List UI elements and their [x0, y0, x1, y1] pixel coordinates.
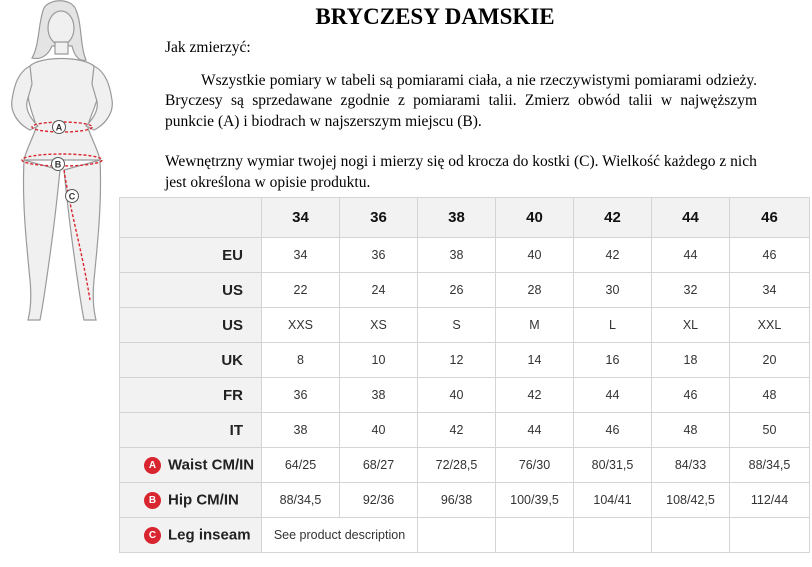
- svg-text:B: B: [54, 159, 62, 170]
- table-cell: 44: [496, 413, 574, 448]
- table-cell: 12: [418, 343, 496, 378]
- table-cell: S: [418, 308, 496, 343]
- header-size: 38: [418, 198, 496, 238]
- table-row-uk: [120, 343, 810, 378]
- table-cell-empty: [652, 518, 730, 553]
- table-cell-empty: [418, 518, 496, 553]
- table-row-fr: [120, 378, 810, 413]
- table-cell: XXL: [730, 308, 810, 343]
- table-cell: 28: [496, 273, 574, 308]
- header-size: 36: [340, 198, 418, 238]
- marker-c-icon: [66, 190, 79, 203]
- table-cell: 112/44: [730, 483, 810, 518]
- row-label: FR: [120, 378, 262, 413]
- table-cell: 88/34,5: [262, 483, 340, 518]
- table-cell: 46: [730, 238, 810, 273]
- table-cell: 76/30: [496, 448, 574, 483]
- header-row: [120, 198, 810, 238]
- table-cell-empty: [496, 518, 574, 553]
- table-cell: 34: [730, 273, 810, 308]
- row-label: EU: [120, 238, 262, 273]
- table-cell: XS: [340, 308, 418, 343]
- instructions: [165, 38, 757, 193]
- table-row-inseam: [120, 518, 810, 553]
- table-cell: XXS: [262, 308, 340, 343]
- table-cell: 64/25: [262, 448, 340, 483]
- inseam-label: Leg inseam: [168, 526, 251, 544]
- table-cell: 42: [574, 238, 652, 273]
- header-size: 46: [730, 198, 810, 238]
- table-cell: 16: [574, 343, 652, 378]
- row-label-waist: [120, 448, 262, 483]
- svg-text:A: A: [55, 122, 63, 133]
- table-cell: 48: [730, 378, 810, 413]
- row-label: US: [120, 308, 262, 343]
- table-cell: 104/41: [574, 483, 652, 518]
- table-cell: 38: [340, 378, 418, 413]
- table-cell: 40: [418, 378, 496, 413]
- table-cell: 26: [418, 273, 496, 308]
- table-cell: 48: [652, 413, 730, 448]
- marker-a-icon: [53, 121, 66, 134]
- row-label: UK: [120, 343, 262, 378]
- row-label: IT: [120, 413, 262, 448]
- table-row-waist: [120, 448, 810, 483]
- header-size: 42: [574, 198, 652, 238]
- table-cell: 84/33: [652, 448, 730, 483]
- table-cell: 80/31,5: [574, 448, 652, 483]
- measurement-figure-illustration: [0, 0, 118, 330]
- table-cell: 36: [262, 378, 340, 413]
- instructions-lead: Jak zmierzyć:: [165, 39, 251, 56]
- table-cell: 42: [496, 378, 574, 413]
- table-cell: 22: [262, 273, 340, 308]
- table-cell: 14: [496, 343, 574, 378]
- waist-label: Waist CM/IN: [168, 456, 255, 474]
- table-cell: 88/34,5: [730, 448, 810, 483]
- table-row-us: [120, 273, 810, 308]
- table-cell: 20: [730, 343, 810, 378]
- table-cell: 36: [340, 238, 418, 273]
- hip-label: Hip CM/IN: [168, 491, 239, 509]
- badge-a-icon: A: [144, 457, 161, 474]
- size-chart-table: [119, 197, 810, 553]
- badge-c-icon: C: [144, 527, 161, 544]
- table-cell: 38: [418, 238, 496, 273]
- table-cell: 92/36: [340, 483, 418, 518]
- table-cell: 44: [652, 238, 730, 273]
- instructions-paragraph-1: Wszystkie pomiary w tabeli są pomiarami ciała, a nie rzeczywistymi pomiarami odzieży. Bryczesy są sprzedawane zgodnie z pomiarami talii. Zmierz obwód talii w najwęższym punkcie (A) i biodrach w najszerszym miejscu (B).: [165, 71, 757, 130]
- table-cell: 46: [652, 378, 730, 413]
- table-cell: 108/42,5: [652, 483, 730, 518]
- table-row-us-letter: [120, 308, 810, 343]
- row-label-inseam: [120, 518, 262, 553]
- page-title: BRYCZESY DAMSKIE: [315, 4, 555, 29]
- table-cell: 50: [730, 413, 810, 448]
- table-cell: 100/39,5: [496, 483, 574, 518]
- header-size: 44: [652, 198, 730, 238]
- inseam-value: See product description: [262, 518, 418, 553]
- table-cell: 42: [418, 413, 496, 448]
- row-label: US: [120, 273, 262, 308]
- table-row-eu: [120, 238, 810, 273]
- header-size: 40: [496, 198, 574, 238]
- table-cell: 44: [574, 378, 652, 413]
- table-cell: 68/27: [340, 448, 418, 483]
- header-corner-cell: [120, 198, 262, 238]
- marker-b-icon: [52, 158, 65, 171]
- table-cell: M: [496, 308, 574, 343]
- badge-b-icon: B: [144, 492, 161, 509]
- table-cell: XL: [652, 308, 730, 343]
- table-cell: 18: [652, 343, 730, 378]
- table-cell: 40: [340, 413, 418, 448]
- table-cell: L: [574, 308, 652, 343]
- table-cell: 40: [496, 238, 574, 273]
- table-cell: 8: [262, 343, 340, 378]
- table-row-it: [120, 413, 810, 448]
- table-cell: 38: [262, 413, 340, 448]
- table-cell: 46: [574, 413, 652, 448]
- table-cell: 96/38: [418, 483, 496, 518]
- table-cell-empty: [730, 518, 810, 553]
- table-cell: 10: [340, 343, 418, 378]
- table-cell: 30: [574, 273, 652, 308]
- table-cell: 24: [340, 273, 418, 308]
- row-label-hip: [120, 483, 262, 518]
- svg-text:C: C: [68, 191, 76, 202]
- table-cell: 72/28,5: [418, 448, 496, 483]
- table-cell-empty: [574, 518, 652, 553]
- table-row-hip: [120, 483, 810, 518]
- table-cell: 34: [262, 238, 340, 273]
- table-cell: 32: [652, 273, 730, 308]
- header-size: 34: [262, 198, 340, 238]
- instructions-paragraph-2: Wewnętrzny wymiar twojej nogi i mierzy się od krocza do kostki (C). Wielkość każdego z nich jest określona w opisie produktu.: [165, 153, 757, 191]
